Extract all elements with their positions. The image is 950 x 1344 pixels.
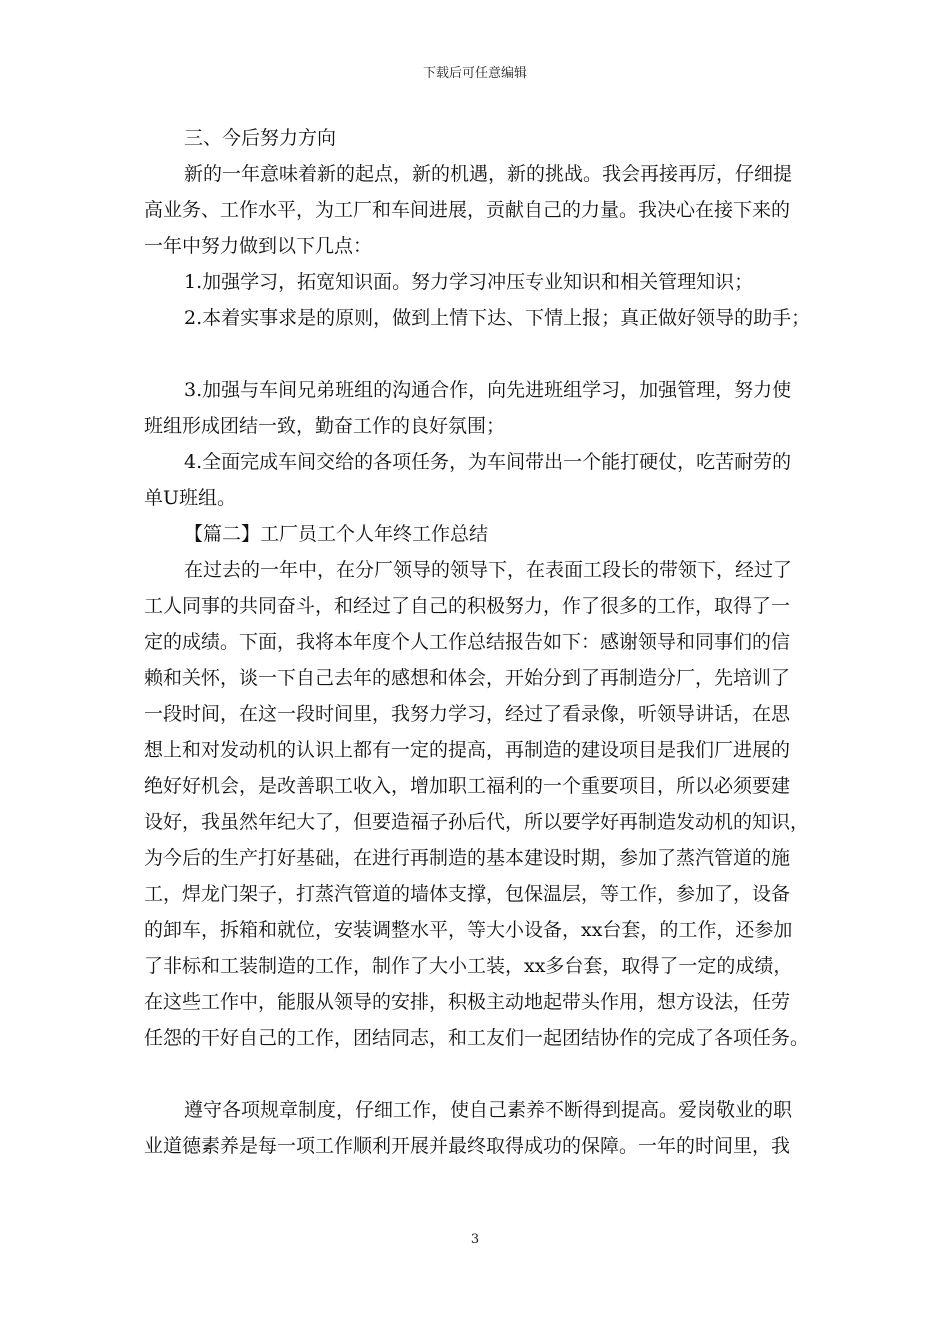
page-header: 下载后可任意编辑 xyxy=(422,66,527,81)
blank-line xyxy=(144,1056,816,1092)
list-item: 3.加强与车间兄弟班组的沟通合作，向先进班组学习，加强管理，努力使 xyxy=(184,379,792,401)
paragraph-line: 业道德素养是每一项工作顺利开展并最终取得成功的保障。一年的时间里，我 xyxy=(144,1135,791,1157)
paragraph-line: 绝好好机会，是改善职工收入，增加职工福利的一个重要项目，所以必须要建 xyxy=(144,775,791,797)
paragraph-line: 工人同事的共同奋斗，和经过了自己的积极努力，作了很多的工作，取得了一 xyxy=(144,595,791,617)
paragraph-line: 设好，我虽然年纪大了，但要造福子孙后代，所以要学好再制造发动机的知识， xyxy=(144,811,810,833)
paragraph-line: 遵守各项规章制度，仔细工作，使自己素养不断得到提高。爱岗敬业的职 xyxy=(184,1099,793,1121)
paragraph-line: 了非标和工装制造的工作，制作了大小工装，xx多台套，取得了一定的成绩， xyxy=(144,955,793,977)
paragraph-line: 赖和关怀，谈一下自己去年的感想和体会，开始分到了再制造分厂，先培训了 xyxy=(144,667,791,689)
page-number: 3 xyxy=(470,1232,480,1247)
paragraph-line: 为今后的生产打好基础，在进行再制造的基本建设时期，参加了蒸汽管道的施 xyxy=(144,847,791,869)
list-item: 4.全面完成车间交给的各项任务，为车间带出一个能打硬仗，吃苦耐劳的 xyxy=(184,451,792,473)
paragraph-line: 的卸车，拆箱和就位，安装调整水平，等大小设备，xx台套，的工作，还参加 xyxy=(144,919,793,941)
section-heading: 【篇二】工厂员工个人年终工作总结 xyxy=(184,523,489,545)
paragraph-line: 一段时间，在这一段时间里，我努力学习，经过了看录像，听领导讲话，在思 xyxy=(144,703,791,725)
paragraph-line: 高业务、工作水平，为工厂和车间进展，贡献自己的力量。我决心在接下来的 xyxy=(144,199,791,221)
paragraph-line: 一年中努力做到以下几点： xyxy=(144,235,373,257)
paragraph-line: 想上和对发动机的认识上都有一定的提高，再制造的建设项目是我们厂进展的 xyxy=(144,739,791,761)
blank-line xyxy=(144,336,816,372)
paragraph-line: 新的一年意味着新的起点，新的机遇，新的挑战。我会再接再厉，仔细提 xyxy=(184,163,793,185)
document-body xyxy=(144,120,816,1164)
list-item: 2.本着实事求是的原则，做到上情下达、下情上报；真正做好领导的助手； xyxy=(184,307,811,329)
section-heading: 三、今后努力方向 xyxy=(184,127,337,149)
paragraph-line: 在这些工作中，能服从领导的安排，积极主动地起带头作用，想方设法，任劳 xyxy=(144,991,791,1013)
paragraph-line: 定的成绩。下面，我将本年度个人工作总结报告如下：感谢领导和同事们的信 xyxy=(144,631,791,653)
paragraph-line: 班组形成团结一致，勤奋工作的良好氛围； xyxy=(144,415,506,437)
paragraph-line: 任怨的干好自己的工作，团结同志，和工友们一起团结协作的完成了各项任务。 xyxy=(144,1027,810,1049)
paragraph-line: 单U班组。 xyxy=(144,487,237,509)
paragraph-line: 工，焊龙门架子，打蒸汽管道的墙体支撑，包保温层，等工作，参加了，设备 xyxy=(144,883,791,905)
list-item: 1.加强学习，拓宽知识面。努力学习冲压专业知识和相关管理知识； xyxy=(184,271,754,293)
paragraph-line: 在过去的一年中，在分厂领导的领导下，在表面工段长的带领下，经过了 xyxy=(184,559,793,581)
